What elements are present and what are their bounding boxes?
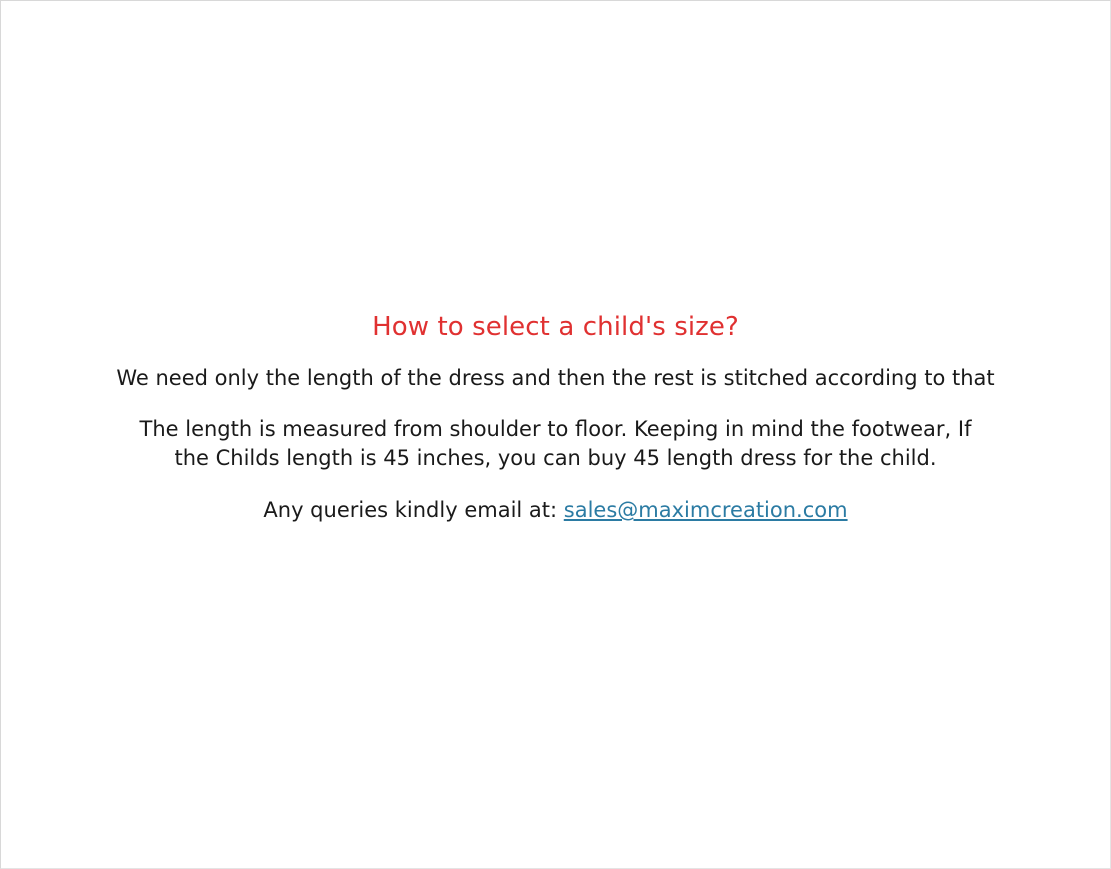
contact-paragraph [71, 496, 1040, 525]
measurement-paragraph: The length is measured from shoulder to floor. Keeping in mind the footwear, If the Childs length is 45 inches, you can buy 45 length dress for the child. [139, 417, 972, 471]
contact-prefix-label: Any queries kindly email at: [263, 498, 564, 523]
page-title: How to select a child's size? [372, 312, 739, 342]
intro-paragraph: We need only the length of the dress and then the rest is stitched according to that [116, 365, 995, 390]
email-link[interactable]: sales@maximcreation.com [563, 498, 848, 523]
size-guide-content [1, 311, 1110, 525]
